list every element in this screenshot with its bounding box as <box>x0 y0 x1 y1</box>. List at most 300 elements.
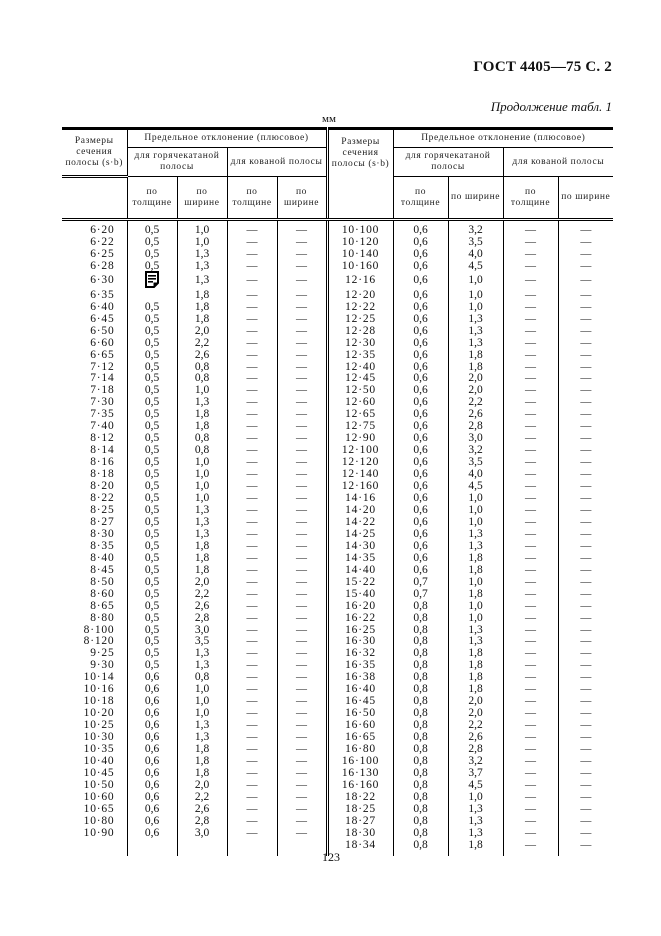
size-left: 10·35 <box>83 743 115 756</box>
hot-width-right: 1,3 <box>448 541 503 553</box>
size-left: 7·14 <box>90 372 115 385</box>
forged-width-left: — <box>277 648 327 660</box>
forged-width-right: — <box>558 601 613 613</box>
hot-thickness-right: 0,8 <box>393 660 448 672</box>
forged-thickness-right: — <box>503 261 558 273</box>
hot-thickness-right: 0,6 <box>393 273 448 290</box>
table-row <box>62 541 613 553</box>
hot-width-right: 1,8 <box>448 553 503 565</box>
header-deviation-left: Предельное отклонение (плюсовое) <box>127 129 327 148</box>
hot-width-left: 2,6 <box>177 804 227 816</box>
forged-thickness-left: — <box>227 660 277 672</box>
size-left: 8·22 <box>90 492 115 505</box>
forged-thickness-right: — <box>503 720 558 732</box>
hot-width-left: 1,8 <box>177 302 227 314</box>
forged-thickness-left: — <box>227 249 277 261</box>
hot-width-right: 3,0 <box>448 433 503 445</box>
hot-thickness-left: 0,5 <box>127 589 177 601</box>
size-left: 10·90 <box>83 826 115 839</box>
forged-thickness-right: — <box>503 338 558 350</box>
hot-width-left: 1,3 <box>177 261 227 273</box>
size-left: 8·20 <box>90 480 115 493</box>
forged-width-left: — <box>277 314 327 326</box>
forged-width-right: — <box>558 481 613 493</box>
forged-thickness-right: — <box>503 237 558 249</box>
hot-width-left: 1,8 <box>177 768 227 780</box>
hot-width-right: 1,0 <box>448 505 503 517</box>
forged-width-right: — <box>558 373 613 385</box>
forged-width-right: — <box>558 445 613 457</box>
size-right: 15·22 <box>327 577 393 589</box>
hot-width-left: 2,2 <box>177 589 227 601</box>
size-right: 12·100 <box>327 445 393 457</box>
forged-width-right: — <box>558 350 613 362</box>
hot-width-left: 0,8 <box>177 672 227 684</box>
forged-thickness-left: — <box>227 672 277 684</box>
forged-thickness-right: — <box>503 636 558 648</box>
forged-width-right: — <box>558 768 613 780</box>
size-right: 12·50 <box>327 385 393 397</box>
hot-width-left: 0,8 <box>177 373 227 385</box>
hot-width-left: 2,0 <box>177 326 227 338</box>
hot-width-right: 1,3 <box>448 636 503 648</box>
table-row <box>62 290 613 302</box>
hot-thickness-right: 0,8 <box>393 780 448 792</box>
hot-thickness-right: 0,6 <box>393 409 448 421</box>
hot-width-right: 1,0 <box>448 273 503 290</box>
size-left: 8·50 <box>90 575 115 588</box>
hot-width-right: 1,0 <box>448 792 503 804</box>
hot-thickness-left: 0,5 <box>127 457 177 469</box>
hot-width-left: 1,3 <box>177 397 227 409</box>
forged-width-left: — <box>277 493 327 505</box>
hot-width-left: 2,6 <box>177 350 227 362</box>
size-left: 8·12 <box>90 432 115 445</box>
forged-thickness-right: — <box>503 565 558 577</box>
forged-width-left: — <box>277 708 327 720</box>
size-left: 10·20 <box>83 707 115 720</box>
size-left: 7·30 <box>90 396 115 409</box>
forged-width-right: — <box>558 577 613 589</box>
forged-thickness-right: — <box>503 314 558 326</box>
forged-width-right: — <box>558 828 613 840</box>
hot-width-right: 2,0 <box>448 696 503 708</box>
hot-thickness-right: 0,8 <box>393 648 448 660</box>
table-row <box>62 828 613 840</box>
forged-thickness-left: — <box>227 362 277 374</box>
size-left: 10·40 <box>83 754 115 767</box>
size-right: 16·160 <box>327 780 393 792</box>
hot-width-right: 3,5 <box>448 457 503 469</box>
forged-width-right: — <box>558 249 613 261</box>
hot-thickness-left: 0,5 <box>127 409 177 421</box>
forged-thickness-right: — <box>503 589 558 601</box>
hot-width-right: 3,2 <box>448 756 503 768</box>
hot-width-right: 4,5 <box>448 481 503 493</box>
size-left: 10·18 <box>83 695 115 708</box>
forged-thickness-right: — <box>503 732 558 744</box>
hot-width-right: 1,3 <box>448 338 503 350</box>
size-right: 12·160 <box>327 481 393 493</box>
forged-thickness-left: — <box>227 720 277 732</box>
forged-thickness-right: — <box>503 220 558 237</box>
table-row <box>62 302 613 314</box>
size-right: 12·35 <box>327 350 393 362</box>
forged-thickness-right: — <box>503 433 558 445</box>
hot-width-left: 1,0 <box>177 708 227 720</box>
forged-width-right: — <box>558 660 613 672</box>
header-hot-thickness-left: по толщине <box>127 177 177 220</box>
hot-thickness-left: 0,5 <box>127 636 177 648</box>
size-right: 12·60 <box>327 397 393 409</box>
size-left: 8·30 <box>90 527 115 540</box>
forged-thickness-right: — <box>503 768 558 780</box>
header-size-left-spacer <box>62 177 127 220</box>
forged-width-right: — <box>558 385 613 397</box>
hot-width-right: 1,0 <box>448 577 503 589</box>
size-right: 16·32 <box>327 648 393 660</box>
size-left: 10·60 <box>83 790 115 803</box>
hot-thickness-right: 0,6 <box>393 302 448 314</box>
header-forged-thickness-left: по толщине <box>227 177 277 220</box>
forged-thickness-right: — <box>503 350 558 362</box>
forged-thickness-left: — <box>227 350 277 362</box>
hot-thickness-left: 0,6 <box>127 708 177 720</box>
forged-width-left: — <box>277 816 327 828</box>
hot-width-left: 3,0 <box>177 625 227 637</box>
size-left: 10·45 <box>83 766 115 779</box>
hot-thickness-left: 0,5 <box>127 445 177 457</box>
size-right: 12·120 <box>327 457 393 469</box>
forged-width-left: — <box>277 373 327 385</box>
forged-thickness-left: — <box>227 409 277 421</box>
hot-width-right: 1,0 <box>448 517 503 529</box>
forged-width-left <box>277 840 327 856</box>
forged-width-right: — <box>558 816 613 828</box>
hot-thickness-right: 0,8 <box>393 828 448 840</box>
size-left: 7·35 <box>90 408 115 421</box>
forged-width-right: — <box>558 505 613 517</box>
forged-thickness-right: — <box>503 613 558 625</box>
forged-thickness-left: — <box>227 273 277 290</box>
forged-width-left: — <box>277 744 327 756</box>
size-left: 8·25 <box>90 503 115 516</box>
forged-thickness-left: — <box>227 816 277 828</box>
forged-thickness-left: — <box>227 433 277 445</box>
hot-width-left: 1,8 <box>177 565 227 577</box>
hot-width-right: 1,0 <box>448 601 503 613</box>
note-annotation-icon[interactable] <box>145 271 159 288</box>
hot-width-right: 1,0 <box>448 493 503 505</box>
hot-width-left: 2,2 <box>177 792 227 804</box>
hot-thickness-left: 0,5 <box>127 314 177 326</box>
hot-width-right: 4,5 <box>448 780 503 792</box>
hot-width-right: 2,2 <box>448 397 503 409</box>
header-hot-width-right: по ширине <box>448 177 503 220</box>
hot-thickness-left: 0,5 <box>127 613 177 625</box>
hot-thickness-left: 0,5 <box>127 565 177 577</box>
hot-width-left: 1,0 <box>177 469 227 481</box>
tolerance-table <box>62 127 613 856</box>
forged-width-right: — <box>558 493 613 505</box>
size-right: 12·75 <box>327 421 393 433</box>
hot-thickness-left: 0,5 <box>127 385 177 397</box>
hot-thickness-left: 0,6 <box>127 756 177 768</box>
hot-width-left: 2,8 <box>177 816 227 828</box>
hot-thickness-left: 0,5 <box>127 505 177 517</box>
size-right: 12·28 <box>327 326 393 338</box>
hot-thickness-right: 0,8 <box>393 625 448 637</box>
hot-width-left: 2,0 <box>177 780 227 792</box>
size-right: 16·60 <box>327 720 393 732</box>
size-left: 8·16 <box>90 456 115 469</box>
forged-width-left: — <box>277 828 327 840</box>
hot-width-right: 1,3 <box>448 529 503 541</box>
hot-width-right: 3,7 <box>448 768 503 780</box>
hot-thickness-right: 0,8 <box>393 684 448 696</box>
forged-width-right: — <box>558 636 613 648</box>
hot-thickness-right: 0,8 <box>393 792 448 804</box>
size-right: 16·100 <box>327 756 393 768</box>
forged-thickness-right: — <box>503 816 558 828</box>
forged-width-left: — <box>277 541 327 553</box>
table-row <box>62 816 613 828</box>
hot-width-left: 1,8 <box>177 409 227 421</box>
forged-thickness-right: — <box>503 708 558 720</box>
hot-width-left: 1,0 <box>177 493 227 505</box>
size-left: 9·25 <box>90 647 115 660</box>
hot-width-left: 1,0 <box>177 385 227 397</box>
forged-width-right: — <box>558 732 613 744</box>
hot-thickness-right: 0,8 <box>393 696 448 708</box>
hot-thickness-right: 0,8 <box>393 601 448 613</box>
hot-thickness-right: 0,6 <box>393 565 448 577</box>
size-right: 16·45 <box>327 696 393 708</box>
forged-width-right: — <box>558 589 613 601</box>
hot-width-left: 1,0 <box>177 684 227 696</box>
forged-thickness-right: — <box>503 421 558 433</box>
forged-width-right: — <box>558 792 613 804</box>
hot-thickness-left: 0,5 <box>127 302 177 314</box>
table-row <box>62 804 613 816</box>
forged-thickness-right: — <box>503 290 558 302</box>
hot-width-right: 1,3 <box>448 804 503 816</box>
forged-thickness-right: — <box>503 326 558 338</box>
forged-width-right: — <box>558 684 613 696</box>
forged-width-right: — <box>558 648 613 660</box>
forged-thickness-left <box>227 840 277 856</box>
hot-thickness-left: 0,6 <box>127 696 177 708</box>
hot-width-right: 1,0 <box>448 290 503 302</box>
forged-thickness-left: — <box>227 828 277 840</box>
hot-width-left: 1,8 <box>177 541 227 553</box>
hot-width-right: 1,3 <box>448 314 503 326</box>
forged-thickness-left: — <box>227 385 277 397</box>
size-left: 7·18 <box>90 384 115 397</box>
forged-width-left: — <box>277 553 327 565</box>
forged-width-left: — <box>277 385 327 397</box>
hot-thickness-right: 0,8 <box>393 672 448 684</box>
header-deviation-right: Предельное отклонение (плюсовое) <box>393 129 613 148</box>
hot-width-right: 1,3 <box>448 625 503 637</box>
document-standard-header: ГОСТ 4405—75 С. 2 <box>473 59 612 75</box>
table-row <box>62 589 613 601</box>
size-right: 16·25 <box>327 625 393 637</box>
forged-thickness-left: — <box>227 601 277 613</box>
forged-thickness-right: — <box>503 273 558 290</box>
hot-thickness-left: 0,5 <box>127 529 177 541</box>
size-left: 8·100 <box>83 623 115 636</box>
forged-thickness-left: — <box>227 565 277 577</box>
forged-width-left: — <box>277 517 327 529</box>
hot-thickness-left: 0,6 <box>127 780 177 792</box>
size-left: 8·60 <box>90 587 115 600</box>
hot-thickness-left: 0,5 <box>127 397 177 409</box>
forged-width-right: — <box>558 220 613 237</box>
table-row <box>62 220 613 237</box>
size-right: 16·40 <box>327 684 393 696</box>
forged-thickness-left: — <box>227 493 277 505</box>
hot-thickness-left: 0,5 <box>127 249 177 261</box>
size-right: 18·30 <box>327 828 393 840</box>
hot-width-right: 2,8 <box>448 421 503 433</box>
hot-thickness-left: 0,5 <box>127 362 177 374</box>
hot-thickness-left: 0,6 <box>127 792 177 804</box>
hot-thickness-left: 0,6 <box>127 768 177 780</box>
table-row <box>62 326 613 338</box>
size-right: 14·22 <box>327 517 393 529</box>
hot-thickness-right: 0,8 <box>393 756 448 768</box>
size-right: 15·40 <box>327 589 393 601</box>
hot-thickness-right: 0,8 <box>393 744 448 756</box>
size-left: 8·18 <box>90 468 115 481</box>
hot-thickness-left: 0,6 <box>127 816 177 828</box>
forged-width-left: — <box>277 220 327 237</box>
forged-thickness-left: — <box>227 302 277 314</box>
forged-thickness-left: — <box>227 696 277 708</box>
hot-thickness-right: 0,7 <box>393 577 448 589</box>
size-left: 10·16 <box>83 683 115 696</box>
forged-width-left: — <box>277 249 327 261</box>
forged-width-left: — <box>277 672 327 684</box>
size-left: 6·45 <box>90 312 115 325</box>
hot-thickness-left: 0,5 <box>127 517 177 529</box>
forged-width-right: — <box>558 362 613 374</box>
forged-thickness-left: — <box>227 529 277 541</box>
size-right: 18·27 <box>327 816 393 828</box>
forged-thickness-right: — <box>503 625 558 637</box>
hot-thickness-right: 0,6 <box>393 314 448 326</box>
hot-width-right: 1,8 <box>448 660 503 672</box>
size-right: 18·34 <box>327 840 393 856</box>
forged-thickness-left: — <box>227 338 277 350</box>
hot-thickness-right: 0,8 <box>393 708 448 720</box>
forged-thickness-left: — <box>227 397 277 409</box>
forged-width-left: — <box>277 445 327 457</box>
hot-width-left: 1,3 <box>177 660 227 672</box>
forged-thickness-left: — <box>227 373 277 385</box>
forged-thickness-left: — <box>227 792 277 804</box>
hot-thickness-right: 0,6 <box>393 493 448 505</box>
size-right: 12·16 <box>327 273 393 290</box>
forged-width-left: — <box>277 362 327 374</box>
size-left: 6·35 <box>90 288 115 301</box>
forged-width-right: — <box>558 421 613 433</box>
forged-width-right: — <box>558 780 613 792</box>
forged-width-right: — <box>558 565 613 577</box>
size-right: 16·30 <box>327 636 393 648</box>
hot-width-left: 1,0 <box>177 481 227 493</box>
forged-thickness-left: — <box>227 744 277 756</box>
hot-thickness-right: 0,8 <box>393 732 448 744</box>
hot-width-left: 3,0 <box>177 828 227 840</box>
size-right: 12·65 <box>327 409 393 421</box>
forged-width-right: — <box>558 469 613 481</box>
table-row <box>62 601 613 613</box>
forged-thickness-right: — <box>503 672 558 684</box>
size-right: 12·30 <box>327 338 393 350</box>
size-left: 6·50 <box>90 324 115 337</box>
hot-width-left: 0,8 <box>177 433 227 445</box>
size-left: 10·65 <box>83 802 115 815</box>
forged-width-right: — <box>558 517 613 529</box>
hot-width-right: 1,0 <box>448 613 503 625</box>
hot-thickness-right: 0,6 <box>393 220 448 237</box>
hot-width-left: 1,0 <box>177 696 227 708</box>
hot-thickness-left: 0,6 <box>127 804 177 816</box>
hot-width-right: 2,2 <box>448 720 503 732</box>
hot-width-left: 1,3 <box>177 732 227 744</box>
forged-thickness-right: — <box>503 828 558 840</box>
hot-width-right: 2,6 <box>448 409 503 421</box>
forged-width-left: — <box>277 792 327 804</box>
table-continuation-label: Продолжение табл. 1 <box>490 99 612 114</box>
hot-width-right: 4,5 <box>448 261 503 273</box>
hot-thickness-right: 0,8 <box>393 768 448 780</box>
size-left: 6·40 <box>90 300 115 313</box>
header-hot-thickness-right: по толщине <box>393 177 448 220</box>
forged-width-right: — <box>558 326 613 338</box>
hot-thickness-right: 0,8 <box>393 613 448 625</box>
forged-thickness-left: — <box>227 553 277 565</box>
header-size-left: Размеры сечения полосы (s·b) <box>62 129 127 177</box>
hot-thickness-right: 0,6 <box>393 457 448 469</box>
size-left: 10·80 <box>83 814 115 827</box>
hot-thickness-right: 0,6 <box>393 397 448 409</box>
hot-width-right: 4,0 <box>448 249 503 261</box>
hot-thickness-right: 0,6 <box>393 249 448 261</box>
forged-thickness-left: — <box>227 613 277 625</box>
hot-width-left: 1,3 <box>177 517 227 529</box>
hot-thickness-left: 0,5 <box>127 601 177 613</box>
table-body <box>62 220 613 856</box>
forged-width-right: — <box>558 804 613 816</box>
size-right: 12·20 <box>327 290 393 302</box>
size-left: 10·30 <box>83 731 115 744</box>
table-row <box>62 273 613 290</box>
size-right: 12·90 <box>327 433 393 445</box>
forged-width-left: — <box>277 273 327 290</box>
hot-width-right: 2,0 <box>448 373 503 385</box>
forged-width-left: — <box>277 397 327 409</box>
hot-thickness-right: 0,8 <box>393 840 448 856</box>
size-right: 16·50 <box>327 708 393 720</box>
hot-width-right: 2,0 <box>448 385 503 397</box>
hot-thickness-left: 0,5 <box>127 469 177 481</box>
forged-width-right: — <box>558 720 613 732</box>
size-left: 10·25 <box>83 719 115 732</box>
size-right: 16·130 <box>327 768 393 780</box>
